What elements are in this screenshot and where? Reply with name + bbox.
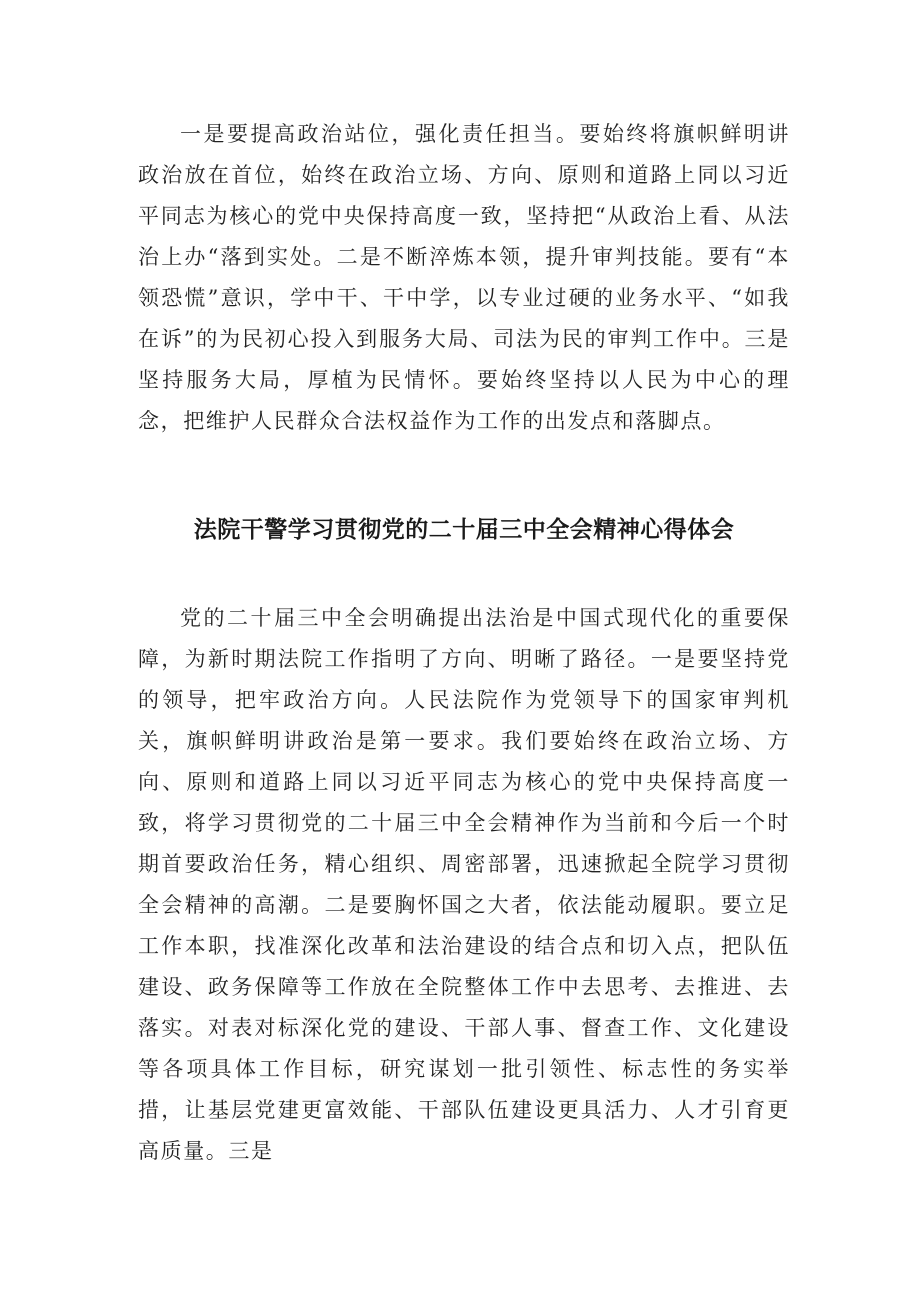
body-paragraph-2: 党的二十届三中全会明确提出法治是中国式现代化的重要保障，为新时期法院工作指明了方向、明晰了路径。一是要坚持党的领导，把牢政治方向。人民法院作为党领导下的国家审判机关，旗帜鲜明讲政治是第一要求。我们要始终在政治立场、方向、原则和道路上同以习近平同志为核心的党中央保持高度一致，将学习贯彻党的二十届三中全会精神作为当前和今后一个时期首要政治任务，精心组织、周密部署，迅速掀起全院学习贯彻全会精神的高潮。二是要胸怀国之大者，依法能动履职。要立足工作本职，找准深化改革和法治建设的结合点和切入点，把队伍建设、政务保障等工作放在全院整体工作中去思考、去推进、去落实。对表对标深化党的建设、干部人事、督查工作、文化建设等各项具体工作目标，研究谋划一批引领性、标志性的务实举措，让基层党建更富效能、干部队伍建设更具活力、人才引育更高质量。三是: [138, 606, 790, 1163]
section-title: 法院干警学习贯彻党的二十届三中全会精神心得体会: [193, 517, 735, 543]
body-paragraph-1: 一是要提高政治站位，强化责任担当。要始终将旗帜鲜明讲政治放在首位，始终在政治立场、方向、原则和道路上同以习近平同志为核心的党中央保持高度一致，坚持把“从政治上看、从法治上办“落到实处。二是不断淬炼本领，提升审判技能。要有“本领恐慌”意识，学中干、干中学，以专业过硬的业务水平、“如我在诉”的为民初心投入到服务大局、司法为民的审判工作中。三是坚持服务大局，厚植为民情怀。要始终坚持以人民为中心的理念，把维护人民群众合法权益作为工作的出发点和落脚点。: [138, 122, 790, 433]
